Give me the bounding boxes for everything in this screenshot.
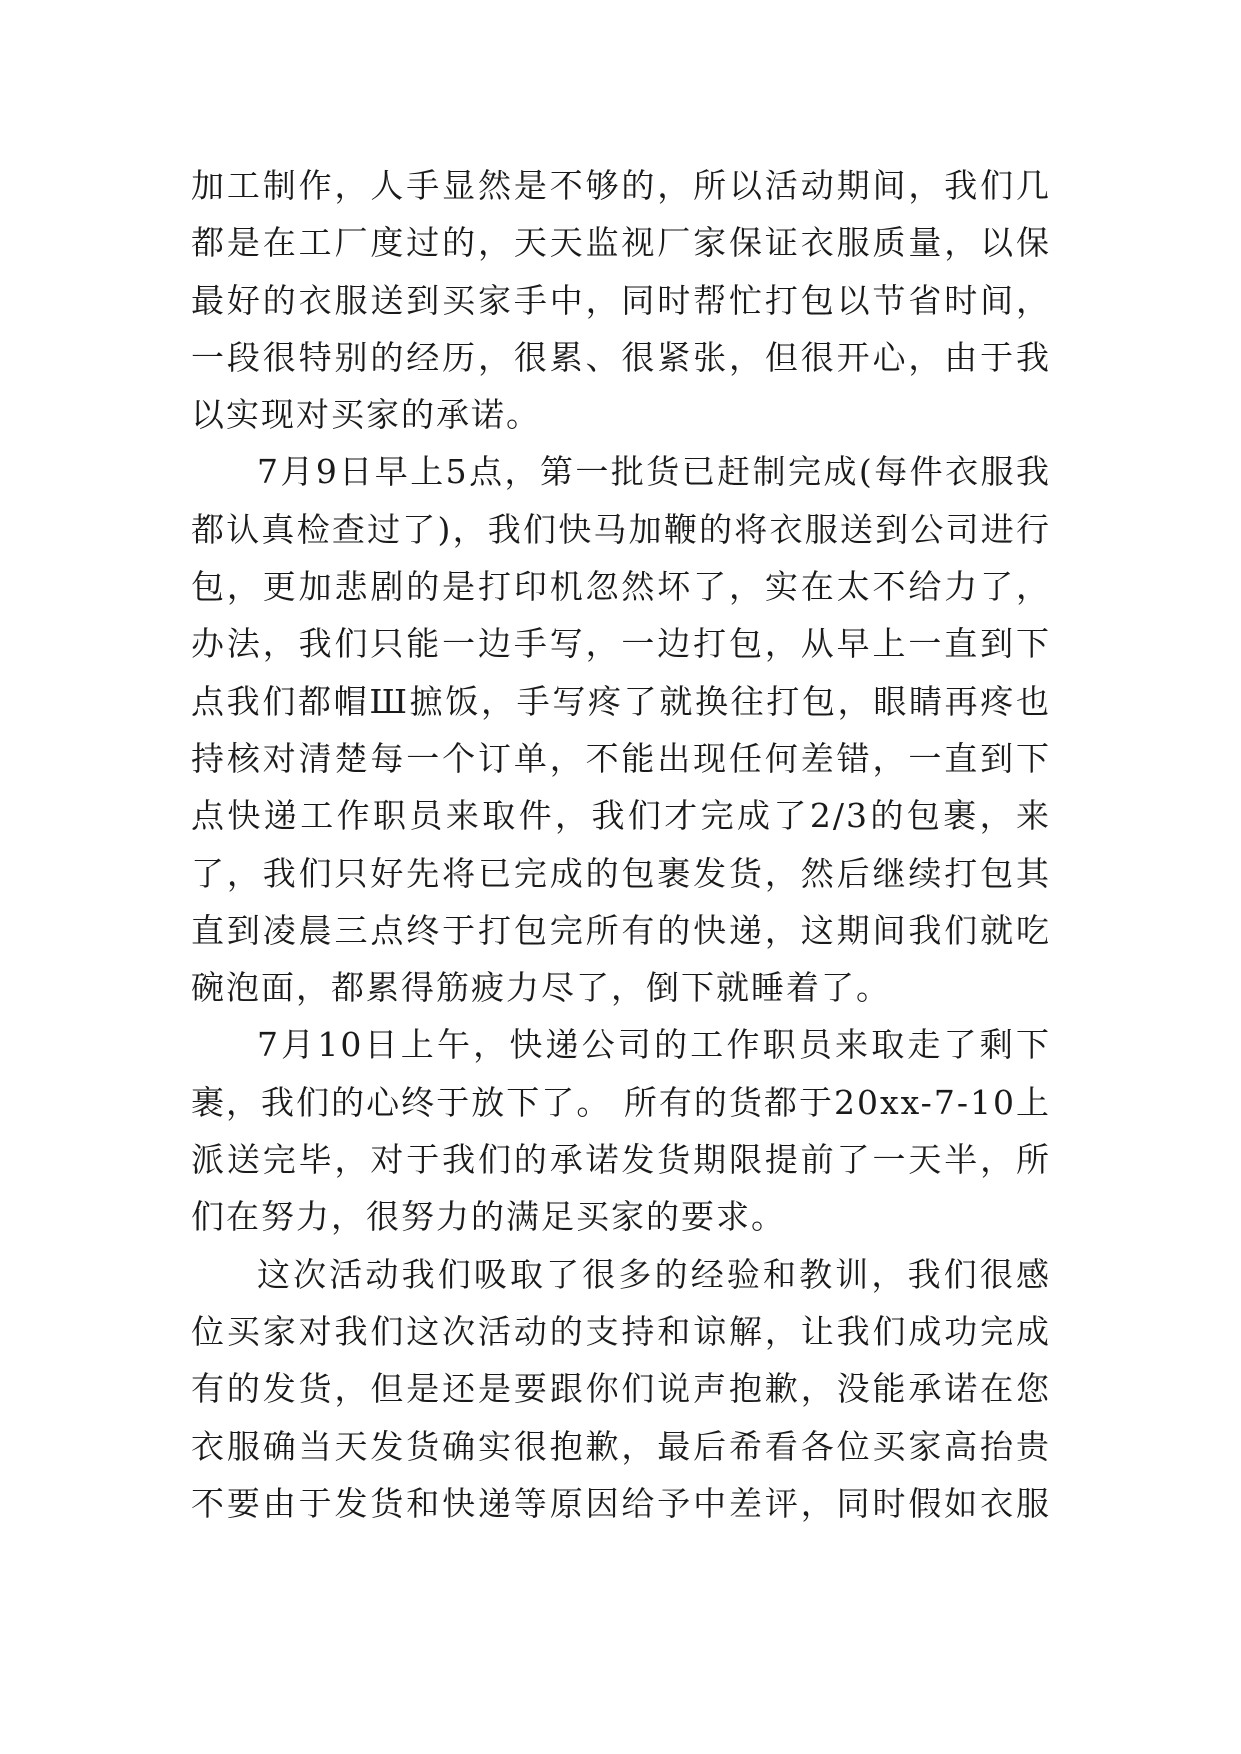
text-line: 派送完毕，对于我们的承诺发货期限提前了一天半，所 [191,1140,1051,1180]
text-line: 都是在工厂度过的，天天监视厂家保证衣服质量，以保 [191,223,1051,263]
text-line: 以实现对买家的承诺。 [191,395,541,435]
text-line: 包，更加悲剧的是打印机忽然坏了，实在太不给力了， [191,567,1051,607]
text-line: 点我们都帽Ш摭饭，手写疼了就换往打包，眼睛再疼也 [191,681,1051,721]
text-line: 有的发货，但是还是要跟你们说声抱歉，没能承诺在您 [191,1369,1051,1409]
text-line: 最好的衣服送到买家手中，同时帮忙打包以节省时间， [191,280,1051,320]
text-line: 衣服确当天发货确实很抱歉，最后希看各位买家高抬贵 [191,1426,1051,1466]
text-line: 位买家对我们这次活动的支持和谅解，让我们成功完成 [191,1311,1051,1351]
text-line: 持核对清楚每一个订单，不能出现任何差错，一直到下 [191,738,1051,778]
text-line: 加工制作，人手显然是不够的，所以活动期间，我们几 [191,166,1051,205]
text-line: 都认真检查过了)，我们快马加鞭的将衣服送到公司进行 [191,509,1051,549]
text-line: 直到凌晨三点终于打包完所有的快递，这期间我们就吃 [191,910,1051,950]
text-line: 裹，我们的心终于放下了。 所有的货都于20xx-7-10上 [191,1082,1051,1122]
text-line: 这次活动我们吸取了很多的经验和教训，我们很感 [257,1254,1051,1294]
text-line: 7月9日早上5点，第一批货已赶制完成(每件衣服我 [257,452,1051,492]
text-line: 不要由于发货和快递等原因给予中差评，同时假如衣服 [191,1483,1051,1523]
text-line: 们在努力，很努力的满足买家的要求。 [191,1197,786,1237]
text-line: 7月10日上午，快递公司的工作职员来取走了剩下 [257,1025,1051,1065]
text-line: 点快递工作职员来取件，我们才完成了2/3的包裹，来 [191,796,1051,836]
text-line: 碗泡面，都累得筋疲力尽了，倒下就睡着了。 [191,968,891,1008]
document-body [191,157,1051,1532]
text-line: 了，我们只好先将已完成的包裹发货，然后继续打包其 [191,853,1051,893]
text-line: 办法，我们只能一边手写，一边打包，从早上一直到下 [191,624,1051,664]
text-line: 一段很特别的经历，很累、很紧张，但很开心，由于我 [191,337,1051,377]
